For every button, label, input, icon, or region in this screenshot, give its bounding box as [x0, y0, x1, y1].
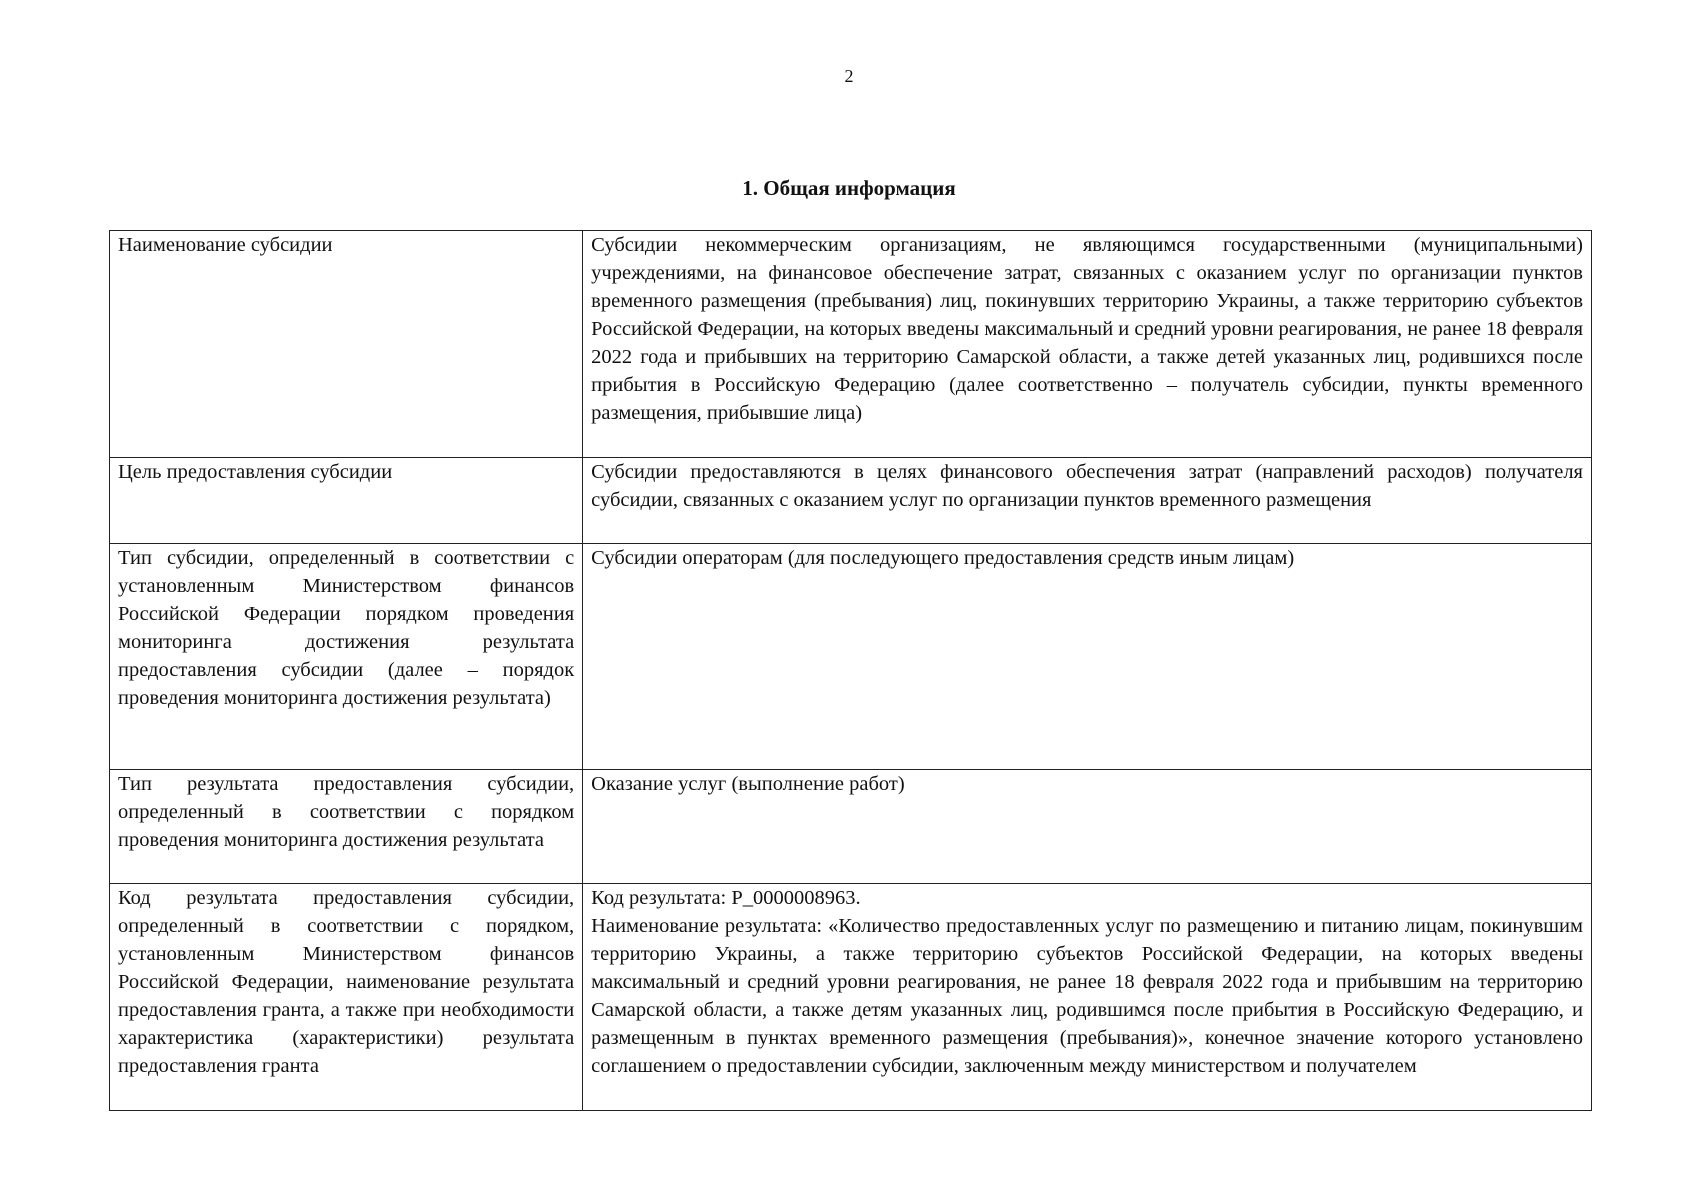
result-code: Код результата: P_0000008963. — [591, 887, 861, 909]
result-name: Наименование результата: «Количество предоставленных услуг по размещению и питанию лицам, покинувшим территорию Украины, а также территорию субъектов Российской Федерации, на которых введены максимальный и средний уровни реагирования, не ранее 18 февраля 2022 года и прибывшим на территорию Самарской области, а также детям указанных лиц, родившимся после прибытия в Российскую Федерацию, и размещенным в пунктах временного размещения (пребывания)», конечное значение которого установлено соглашением о предоставлении субсидии, заключенным между министерством и получателем — [591, 915, 1583, 1077]
row-label: Цель предоставления субсидии — [110, 458, 583, 544]
table-row — [110, 458, 1592, 544]
row-value: Субсидии некоммерческим организациям, не являющимся государственными (муниципальными) учреждениями, на финансовое обеспечение затрат, связанных с оказанием услуг по организации пунктов временного размещения (пребывания) лиц, покинувших территорию Украины, а также территорию субъектов Российской Федерации, на которых введены максимальный и средний уровни реагирования, не ранее 18 февраля 2022 года и прибывших на территорию Самарской области, а также детей указанных лиц, родившихся после прибытия в Российскую Федерацию (далее соответственно – получатель субсидии, пункты временного размещения, прибывшие лица) — [583, 231, 1592, 458]
general-info-table — [109, 230, 1592, 1111]
table-row — [110, 884, 1592, 1111]
row-value-cell — [583, 884, 1592, 1111]
table-row — [110, 770, 1592, 884]
row-label: Тип результата предоставления субсидии, определенный в соответствии с порядком проведения мониторинга достижения результата — [110, 770, 583, 884]
section-title: 1. Общая информация — [742, 176, 956, 200]
page-number: 2 — [844, 66, 854, 86]
row-label: Тип субсидии, определенный в соответствии с установленным Министерством финансов Российской Федерации порядком проведения мониторинга достижения результата предоставления субсидии (далее – порядок проведения мониторинга достижения результата) — [110, 544, 583, 770]
row-label: Наименование субсидии — [110, 231, 583, 458]
row-value: Субсидии предоставляются в целях финансового обеспечения затрат (направлений расходов) получателя субсидии, связанных с оказанием услуг по организации пунктов временного размещения — [583, 458, 1592, 544]
row-label: Код результата предоставления субсидии, определенный в соответствии с порядком, установленным Министерством финансов Российской Федерации, наименование результата предоставления гранта, а также при необходимости характеристика (характеристики) результата предоставления гранта — [110, 884, 583, 1111]
row-value: Оказание услуг (выполнение работ) — [583, 770, 1592, 884]
table-row — [110, 231, 1592, 458]
table-row — [110, 544, 1592, 770]
row-value: Субсидии операторам (для последующего предоставления средств иным лицам) — [583, 544, 1592, 770]
